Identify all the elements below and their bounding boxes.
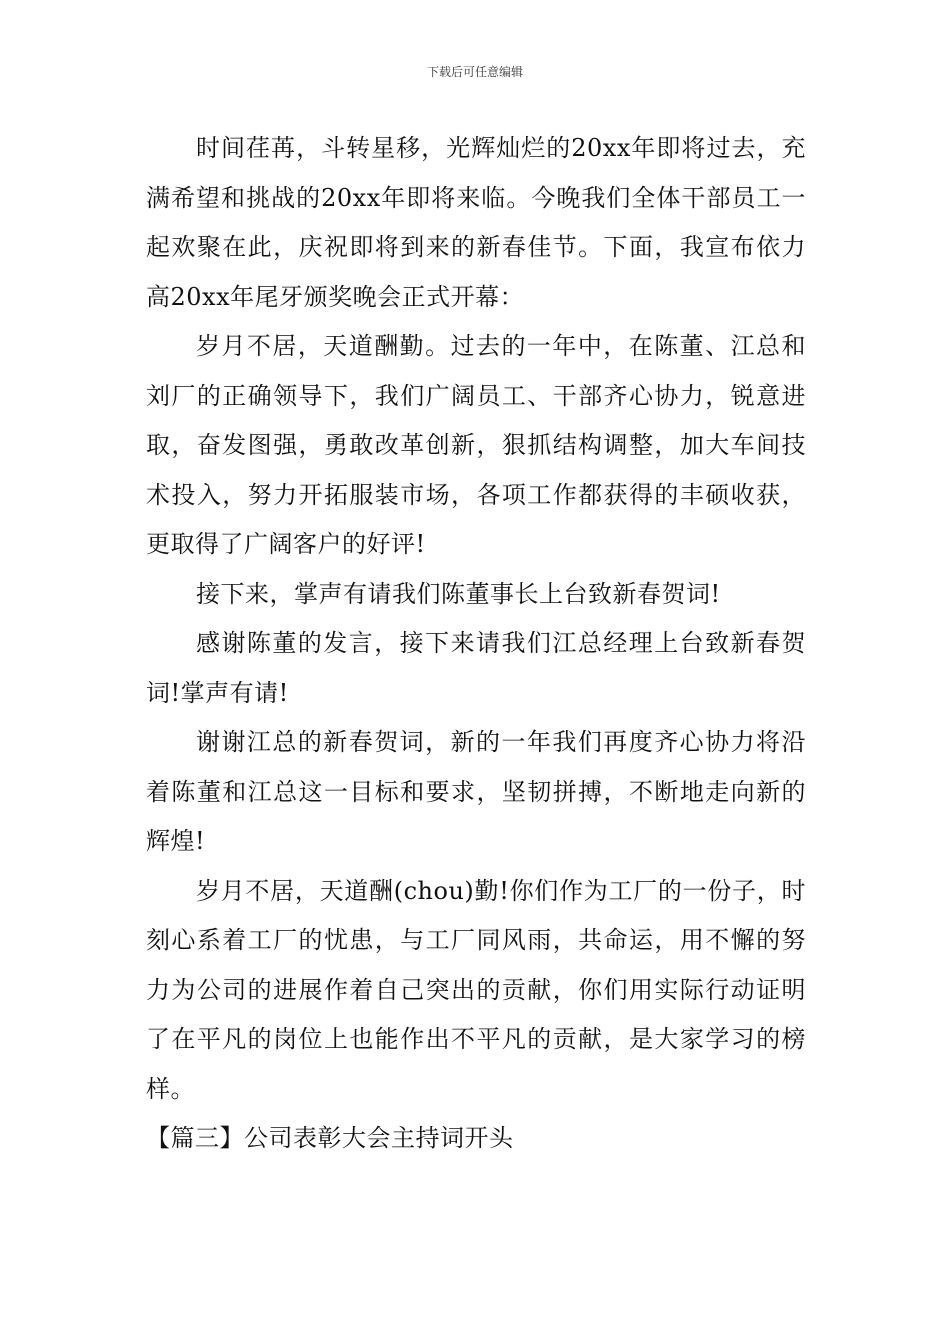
paragraph-thanks-chairman: 感谢陈董的发言，接下来请我们江总经理上台致新春贺词!掌声有请!: [146, 629, 806, 707]
section-heading: 【篇三】公司表彰大会主持词开头: [146, 1124, 514, 1152]
paragraph-invite-chairman: 接下来，掌声有请我们陈董事长上台致新春贺词!: [196, 579, 721, 608]
paragraph-praise: 岁月不居，天道酬(chou)勤!你们作为工厂的一份子，时刻心系着工厂的忧患，与工厂同风雨，共命运，用不懈的努力为公司的进展作着自己突出的贡献，你们用实际行动证明了在平凡的岗位上也能作出不平凡的贡献，是大家学习的榜样。: [146, 876, 806, 1103]
paragraph-opening: 时间荏苒，斗转星移，光辉灿烂的20xx年即将过去，充满希望和挑战的20xx年即将来临。今晚我们全体干部员工一起欢聚在此，庆祝即将到来的新春佳节。下面，我宣布依力高20xx年尾牙颁奖晚会正式开幕：: [146, 134, 806, 311]
document-body: [146, 124, 806, 1164]
paragraph-thanks-manager: 谢谢江总的新春贺词，新的一年我们再度齐心协力将沿着陈董和江总这一目标和要求，坚韧拼搏，不断地走向新的辉煌!: [146, 728, 806, 855]
paragraph-review: 岁月不居，天道酬勤。过去的一年中，在陈董、江总和刘厂的正确领导下，我们广阔员工、干部齐心协力，锐意进取，奋发图强，勇敢改革创新，狠抓结构调整，加大车间技术投入，努力开拓服装市场，各项工作都获得的丰硕收获，更取得了广阔客户的好评!: [146, 332, 806, 558]
page-header-note: 下载后可任意编辑: [426, 65, 523, 79]
